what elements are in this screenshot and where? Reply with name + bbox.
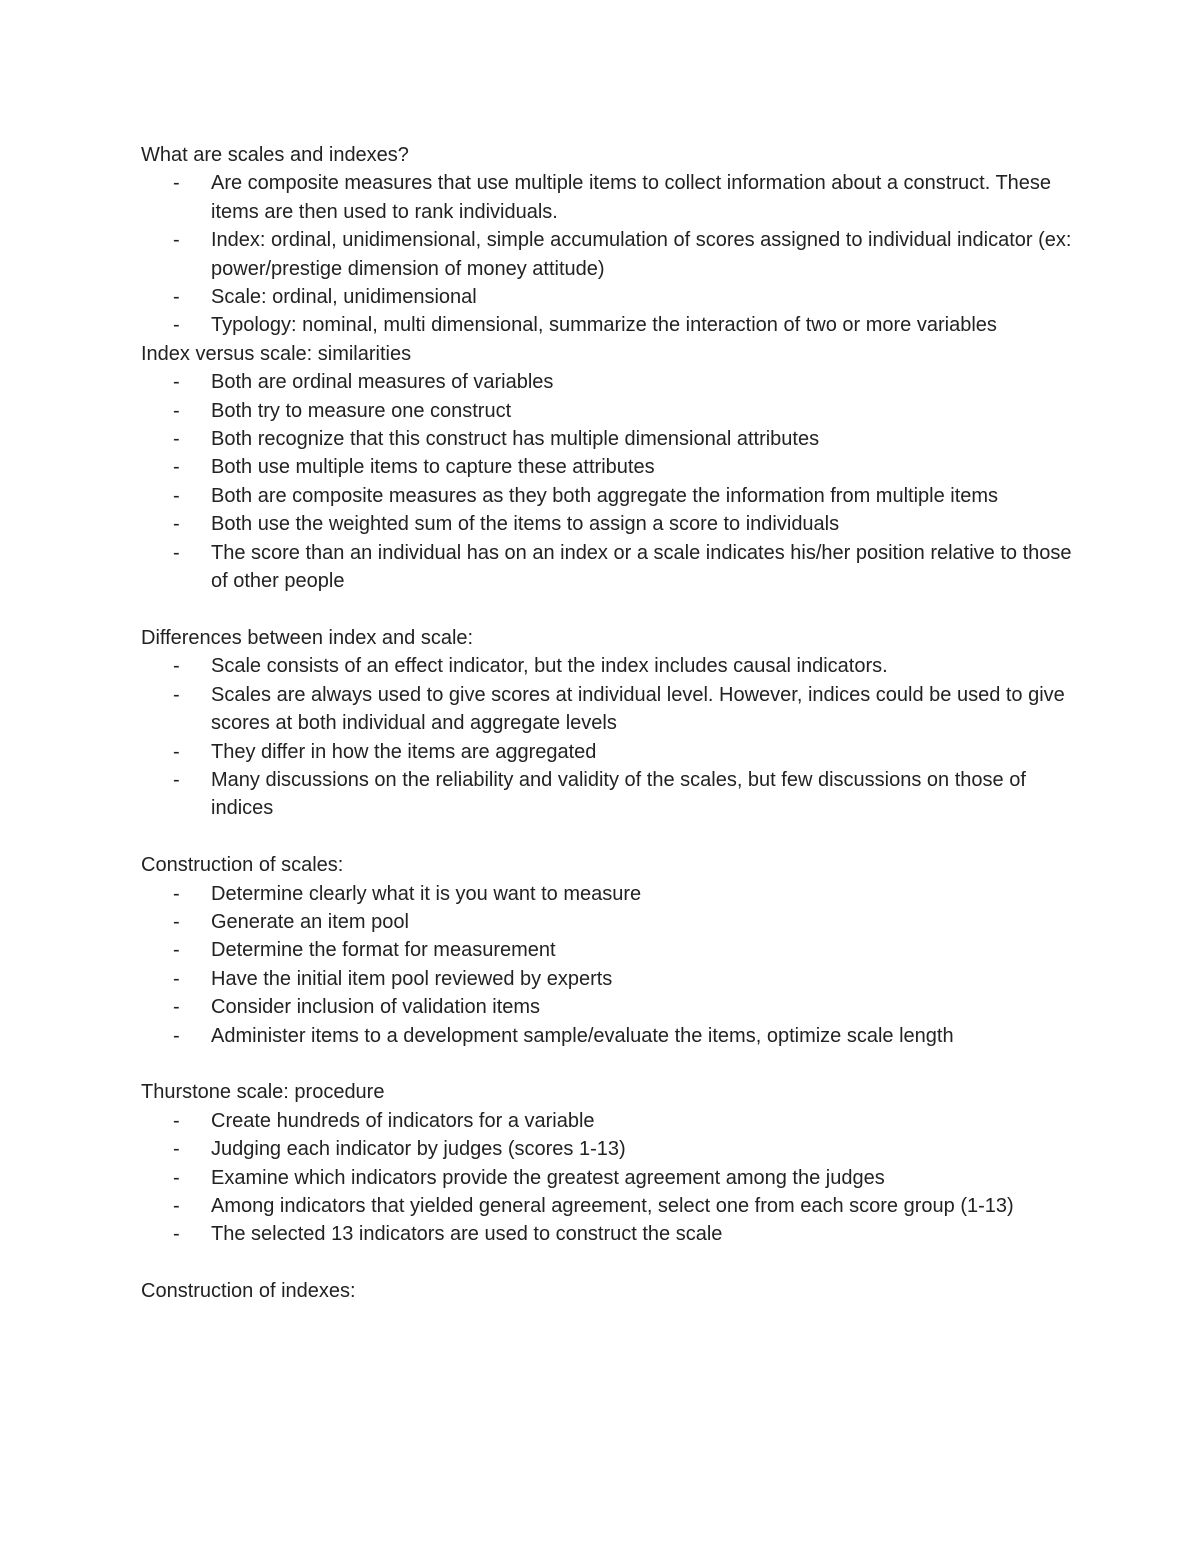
bullet-list <box>141 169 1081 339</box>
list-item-text: Examine which indicators provide the greatest agreement among the judges <box>211 1166 885 1189</box>
bullet-dash: - <box>173 882 180 905</box>
list-item-text: Scale consists of an effect indicator, but the index includes causal indicators. <box>211 655 888 678</box>
bullet-dash: - <box>173 172 180 195</box>
bullet-dash: - <box>173 967 180 990</box>
section-heading: Construction of scales: <box>141 854 344 877</box>
bullet-list <box>141 368 1081 595</box>
bullet-dash: - <box>173 1166 180 1189</box>
list-item-text: Determine the format for measurement <box>211 939 556 962</box>
list-item <box>141 539 1081 596</box>
bullet-dash: - <box>173 740 180 763</box>
list-item-text: Both use multiple items to capture these attributes <box>211 456 655 479</box>
list-item <box>141 993 1081 1021</box>
list-item <box>141 652 1081 680</box>
list-item <box>141 283 1081 311</box>
list-item-text: Scales are always used to give scores at individual level. However, indices could be used to give scores at both individual and aggregate levels <box>211 683 1065 735</box>
list-item <box>141 226 1081 283</box>
list-item-text: Are composite measures that use multiple items to collect information about a construct. These items are then used to rank individuals. <box>211 172 1052 223</box>
list-item <box>141 936 1081 964</box>
list-item <box>141 738 1081 766</box>
section-heading: Thurstone scale: procedure <box>141 1081 385 1104</box>
list-item-text: Create hundreds of indicators for a variable <box>211 1109 595 1132</box>
list-item-text: The selected 13 indicators are used to construct the scale <box>211 1223 723 1246</box>
bullet-dash: - <box>173 910 180 933</box>
bullet-dash: - <box>173 428 180 451</box>
bullet-dash: - <box>173 399 180 422</box>
list-item <box>141 169 1081 226</box>
bullet-dash: - <box>173 1194 180 1217</box>
list-item <box>141 482 1081 510</box>
list-item <box>141 880 1081 908</box>
list-item <box>141 1192 1081 1220</box>
section-heading: Differences between index and scale: <box>141 626 474 649</box>
bullet-dash: - <box>173 655 180 678</box>
bullet-dash: - <box>173 314 180 337</box>
list-item-text: Both use the weighted sum of the items to assign a score to individuals <box>211 513 840 536</box>
list-item <box>141 965 1081 993</box>
list-item <box>141 1220 1081 1248</box>
bullet-dash: - <box>173 286 180 309</box>
bullet-list <box>141 652 1081 822</box>
list-item <box>141 1135 1081 1163</box>
list-item-text: Both try to measure one construct <box>211 399 512 422</box>
bullet-dash: - <box>173 513 180 536</box>
list-item-text: They differ in how the items are aggregated <box>211 740 597 763</box>
list-item <box>141 311 1081 339</box>
list-item-text: Among indicators that yielded general agreement, select one from each score group (1-13) <box>211 1194 1014 1217</box>
bullet-dash: - <box>173 484 180 507</box>
list-item-text: Many discussions on the reliability and validity of the scales, but few discussions on those of indices <box>211 768 1026 820</box>
list-item <box>141 510 1081 538</box>
bullet-dash: - <box>173 1109 180 1132</box>
paragraph-spacer <box>141 1249 1081 1277</box>
list-item-text: Judging each indicator by judges (scores 1-13) <box>211 1138 626 1161</box>
list-item-text: Index: ordinal, unidimensional, simple accumulation of scores assigned to individual indicator (ex: power/prestige dimension of money attitude) <box>211 229 1072 280</box>
list-item <box>141 681 1081 738</box>
list-item-text: Generate an item pool <box>211 910 409 933</box>
bullet-dash: - <box>173 1024 180 1047</box>
list-item-text: Consider inclusion of validation items <box>211 996 541 1019</box>
list-item <box>141 397 1081 425</box>
list-item <box>141 1164 1081 1192</box>
bullet-dash: - <box>173 456 180 479</box>
list-item <box>141 766 1081 823</box>
list-item-text: Both are ordinal measures of variables <box>211 371 554 394</box>
list-item-text: Both are composite measures as they both aggregate the information from multiple items <box>211 484 999 507</box>
list-item-text: Administer items to a development sample/evaluate the items, optimize scale length <box>211 1024 954 1047</box>
bullet-dash: - <box>173 371 180 394</box>
list-item <box>141 1107 1081 1135</box>
bullet-dash: - <box>173 939 180 962</box>
list-item-text: The score than an individual has on an index or a scale indicates his/her position relative to those of other people <box>211 541 1072 593</box>
list-item-text: Typology: nominal, multi dimensional, summarize the interaction of two or more variables <box>211 314 997 337</box>
list-item <box>141 908 1081 936</box>
list-item <box>141 368 1081 396</box>
list-item-text: Scale: ordinal, unidimensional <box>211 286 477 309</box>
bullet-dash: - <box>173 1223 180 1246</box>
bullet-list <box>141 880 1081 1050</box>
list-item-text: Both recognize that this construct has multiple dimensional attributes <box>211 428 820 451</box>
paragraph-spacer <box>141 823 1081 851</box>
list-item <box>141 1022 1081 1050</box>
section-heading: What are scales and indexes? <box>141 144 409 166</box>
list-item-text: Have the initial item pool reviewed by experts <box>211 967 613 990</box>
section-heading: Construction of indexes: <box>141 1280 356 1303</box>
bullet-list <box>141 1107 1081 1249</box>
bullet-dash: - <box>173 768 180 791</box>
paragraph-spacer <box>141 596 1081 624</box>
list-item <box>141 453 1081 481</box>
list-item-text: Determine clearly what it is you want to measure <box>211 882 642 905</box>
bullet-dash: - <box>173 1138 180 1161</box>
list-item <box>141 425 1081 453</box>
bullet-dash: - <box>173 996 180 1019</box>
document-body <box>141 141 1081 1306</box>
bullet-dash: - <box>173 683 180 706</box>
paragraph-spacer <box>141 1050 1081 1078</box>
section-heading: Index versus scale: similarities <box>141 342 412 365</box>
bullet-dash: - <box>173 541 180 564</box>
bullet-dash: - <box>173 229 180 252</box>
